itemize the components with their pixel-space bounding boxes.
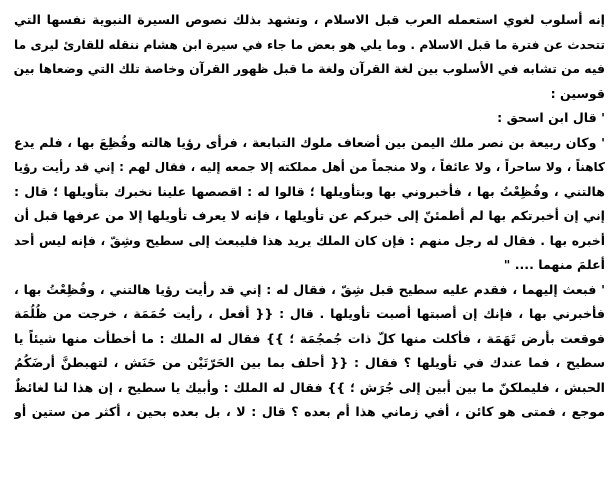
text-line: ' فبعث إليهما ، فقدم عليه سطيح قبل شِقّ ، فقال له : إني قد رأيت رؤيا هالتني ، وفُظِعْتُ بها ، <box>14 281 605 297</box>
text-line: أعلمَ منهما .... " <box>503 257 605 272</box>
text-line: فيه من تشابه في الأسلوب بين لغة القرآن ولغة ما قبل ظهور القرآن وخاصة تلك التي وضعاها بين <box>14 61 605 76</box>
text-line: سطيح ، فما عندك في تأويلها ؟ فقال : {{ أحلف بما بين الحَرّتَيْن من حَنَش ، لتهبطنَّ أرضَكُمُ <box>14 355 605 370</box>
text-line: إنه أسلوب لغوي استعمله العرب قبل الاسلام ، وتشهد بذلك نصوص السيرة النبوية نفسها التي <box>14 12 605 27</box>
text-line: ' وكان ربيعة بن نصر ملك اليمن بين أضعاف ملوك التبابعة ، فرأى رؤيا هالته وفُظِعَ بها ، فلم يدع <box>14 134 605 150</box>
text-line: ' قال ابن اسحق : <box>497 110 605 125</box>
text-line: إني إن أخبرتكم بها لم أطمئنّ إلى خبركم عن تأويلها ، فإنه لا يعرف تأويلها إلا من عرفها قبل أن <box>14 208 605 223</box>
text-line: كاهناً ، ولا ساحراً ، ولا عائفاً ، ولا منجماً من أهل مملكته إلا جمعه إليه ، فقال لهم : إني قد رأيت رؤيا <box>14 160 605 174</box>
text-line: قوسين : <box>550 85 605 101</box>
text-line: موجع ، فمتى هو كائن ، أفي زماني هذا أم بعده ؟ قال : لا ، بل بعده بحين ، أكثر من ستين أو <box>14 404 605 419</box>
text-line: فوقعت بأرض تَهَمَة ، فأكلت منها كلّ ذات جُمجُمَة ؛ }} فقال له الملك : ما أخطأت منها شيئاً يا <box>14 330 605 346</box>
text-line: هالتني ، وفُظِعْتُ بها ، فأخبروني بها وبتأويلها ؛ قالوا له : اقصصها علينا نخبرك بتأويلها ؛ قال : <box>14 183 605 199</box>
text-line: الحبش ، فليملكنّ ما بين أبين إلى جُرَش ؛ }} فقال له الملك : وأبيك يا سطيح ، إن هذا لنا لغائظٌ <box>14 379 605 395</box>
text-line: تتحدث عن فترة ما قبل الاسلام . وما يلي هو بعض ما جاء في سيرة ابن هشام ننقله للقارئ ليرى ما <box>14 37 605 52</box>
text-line: فأخبرني بها ، فإنك إن أصبتها أصبت تأويلها . قال : {{ أفعل ، رأيت حُمَمَة ، خرجت من ظُلُمَة <box>14 306 605 321</box>
text-line: أخبره بها . فقال له رجل منهم : فإن كان الملك يريد هذا فليبعث إلى سطيح وشِقّ ، فإنه ليس أحد <box>14 232 605 248</box>
